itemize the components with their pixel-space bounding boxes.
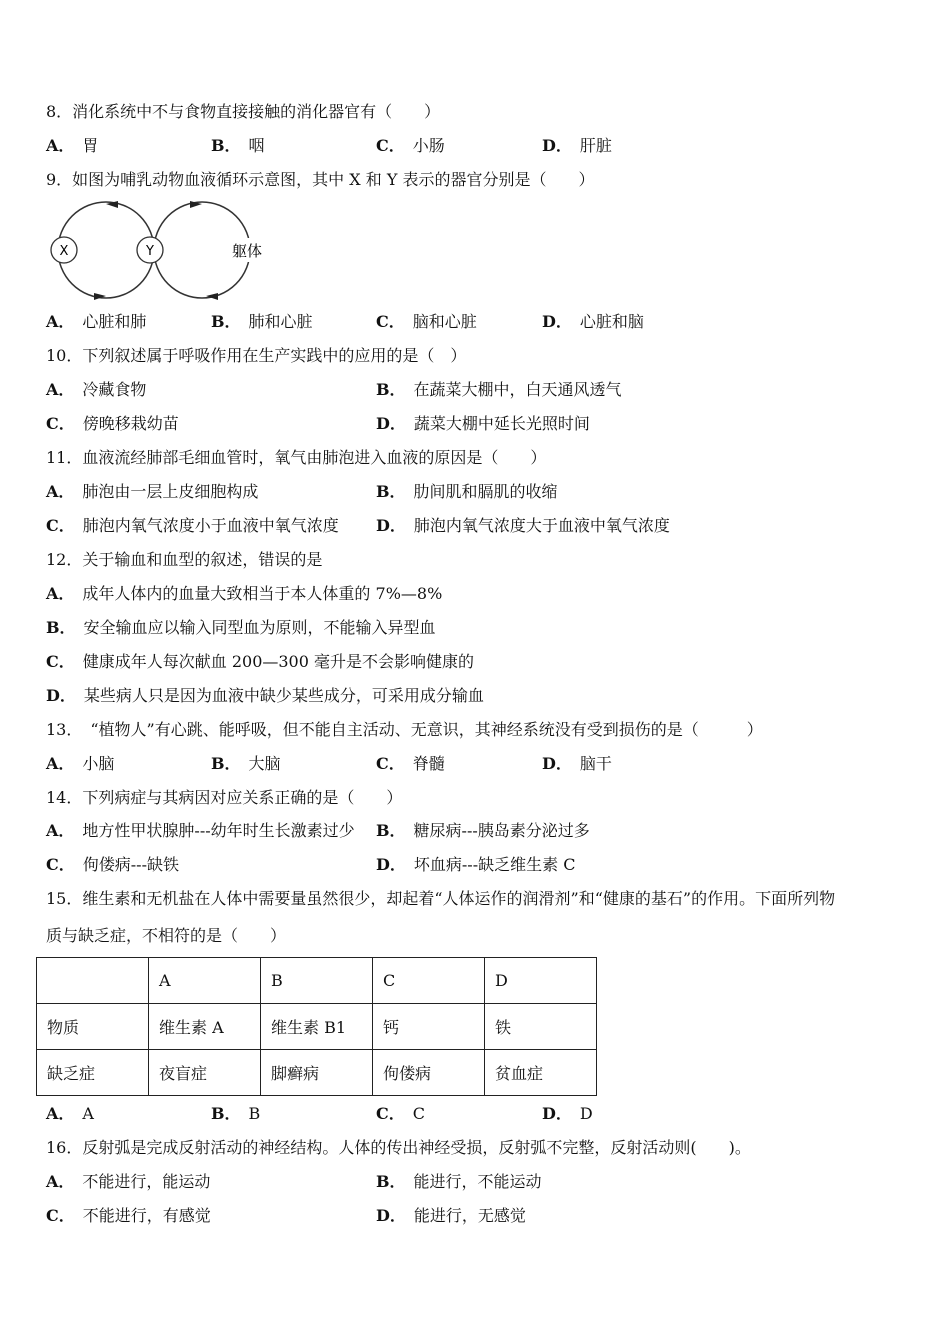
q16-option-a: A． 不能进行，能运动 (46, 1172, 211, 1191)
question-14-stem: 14．下列病症与其病因对应关系正确的是（ ） (46, 788, 403, 807)
question-9-stem: 9．如图为哺乳动物血液循环示意图，其中 X 和 Y 表示的器官分别是（ ） (46, 170, 595, 189)
q8-option-d: D． 肝脏 (542, 136, 612, 155)
table-cell: 物质 (37, 1004, 149, 1050)
question-8-stem: 8．消化系统中不与食物直接接触的消化器官有（ ） (46, 102, 441, 121)
q10-option-b: B． 在蔬菜大棚中，白天通风透气 (376, 380, 622, 399)
table-cell: 维生素 B1 (261, 1004, 373, 1050)
table-cell: 夜盲症 (149, 1050, 261, 1096)
q8-option-a: A． 胃 (46, 136, 99, 155)
q11-option-b: B． 肋间肌和膈肌的收缩 (376, 482, 558, 501)
table-cell: 脚癣病 (261, 1050, 373, 1096)
table-cell: A (149, 958, 261, 1004)
question-16-stem: 16．反射弧是完成反射活动的神经结构。人体的传出神经受损，反射弧不完整，反射活动则( )。 (46, 1138, 751, 1157)
q12-option-d: D． 某些病人只是因为血液中缺少某些成分，可采用成分输血 (46, 686, 484, 705)
q10-option-d: D． 蔬菜大棚中延长光照时间 (376, 414, 590, 433)
table-cell: 钙 (373, 1004, 485, 1050)
q11-option-d: D． 肺泡内氧气浓度大于血液中氧气浓度 (376, 516, 670, 535)
body-label: 躯体 (231, 242, 263, 260)
table-cell: C (373, 958, 485, 1004)
table-row (37, 1050, 597, 1096)
table-cell: 铁 (485, 1004, 597, 1050)
question-11-stem: 11．血液流经肺部毛细血管时，氧气由肺泡进入血液的原因是（ ） (46, 448, 547, 467)
arrow-bottom-right (206, 293, 218, 300)
x-label: X (59, 244, 69, 259)
q12-option-a: A． 成年人体内的血量大致相当于本人体重的 7%—8% (46, 584, 443, 603)
q15-option-c: C． C (376, 1104, 425, 1123)
question-12-stem: 12．关于输血和血型的叙述，错误的是 (46, 550, 323, 569)
q14-option-c: C． 佝偻病---缺铁 (46, 855, 179, 874)
question-15-stem: 15．维生素和无机盐在人体中需要量虽然很少，却起着“人体运作的润滑剂”和“健康的基石”的作用。下面所列物 (46, 889, 836, 908)
question-13-stem: 13． “植物人”有心跳、能呼吸，但不能自主活动、无意识，其神经系统没有受到损伤的是（ ） (46, 720, 763, 739)
q13-option-a: A． 小脑 (46, 754, 115, 773)
q16-option-b: B． 能进行，不能运动 (376, 1172, 542, 1191)
q9-option-c: C． 脑和心脏 (376, 312, 477, 331)
table-cell: D (485, 958, 597, 1004)
vitamin-mineral-table (36, 957, 597, 1096)
q16-option-d: D． 能进行，无感觉 (376, 1206, 526, 1225)
table-cell (37, 958, 149, 1004)
q10-option-a: A． 冷藏食物 (46, 380, 147, 399)
q12-option-b: B． 安全输血应以输入同型血为原则，不能输入异型血 (46, 618, 436, 637)
table-cell: 贫血症 (485, 1050, 597, 1096)
q15-option-b: B． B (211, 1104, 261, 1123)
q9-option-d: D． 心脏和脑 (542, 312, 644, 331)
q9-option-b: B． 肺和心脏 (211, 312, 313, 331)
table-header-row (37, 958, 597, 1004)
q13-option-c: C． 脊髓 (376, 754, 445, 773)
blood-circulation-diagram (44, 200, 274, 300)
q9-option-a: A． 心脏和肺 (46, 312, 147, 331)
q13-option-b: B． 大脑 (211, 754, 281, 773)
table-row (37, 1004, 597, 1050)
table-cell: 缺乏症 (37, 1050, 149, 1096)
q15-option-d: D． D (542, 1104, 593, 1123)
q8-option-b: B． 咽 (211, 136, 265, 155)
q15-option-a: A． A (46, 1104, 94, 1123)
q10-option-c: C． 傍晚移栽幼苗 (46, 414, 179, 433)
q14-option-b: B． 糖尿病---胰岛素分泌过多 (376, 821, 590, 840)
table-cell: B (261, 958, 373, 1004)
question-10-stem: 10．下列叙述属于呼吸作用在生产实践中的应用的是（ ） (46, 346, 467, 365)
question-15-stem-cont: 质与缺乏症，不相符的是（ ） (46, 926, 287, 945)
y-label: Y (146, 244, 154, 259)
q14-option-a: A． 地方性甲状腺肿---幼年时生长激素过少 (46, 821, 355, 840)
q8-option-c: C． 小肠 (376, 136, 445, 155)
arrow-bottom-left (94, 293, 106, 300)
q16-option-c: C． 不能进行，有感觉 (46, 1206, 211, 1225)
table-cell: 维生素 A (149, 1004, 261, 1050)
q11-option-a: A． 肺泡由一层上皮细胞构成 (46, 482, 259, 501)
table-cell: 佝偻病 (373, 1050, 485, 1096)
q11-option-c: C． 肺泡内氧气浓度小于血液中氧气浓度 (46, 516, 339, 535)
q14-option-d: D． 坏血病---缺乏维生素 C (376, 855, 576, 874)
q12-option-c: C． 健康成年人每次献血 200—300 毫升是不会影响健康的 (46, 652, 475, 671)
q13-option-d: D． 脑干 (542, 754, 612, 773)
